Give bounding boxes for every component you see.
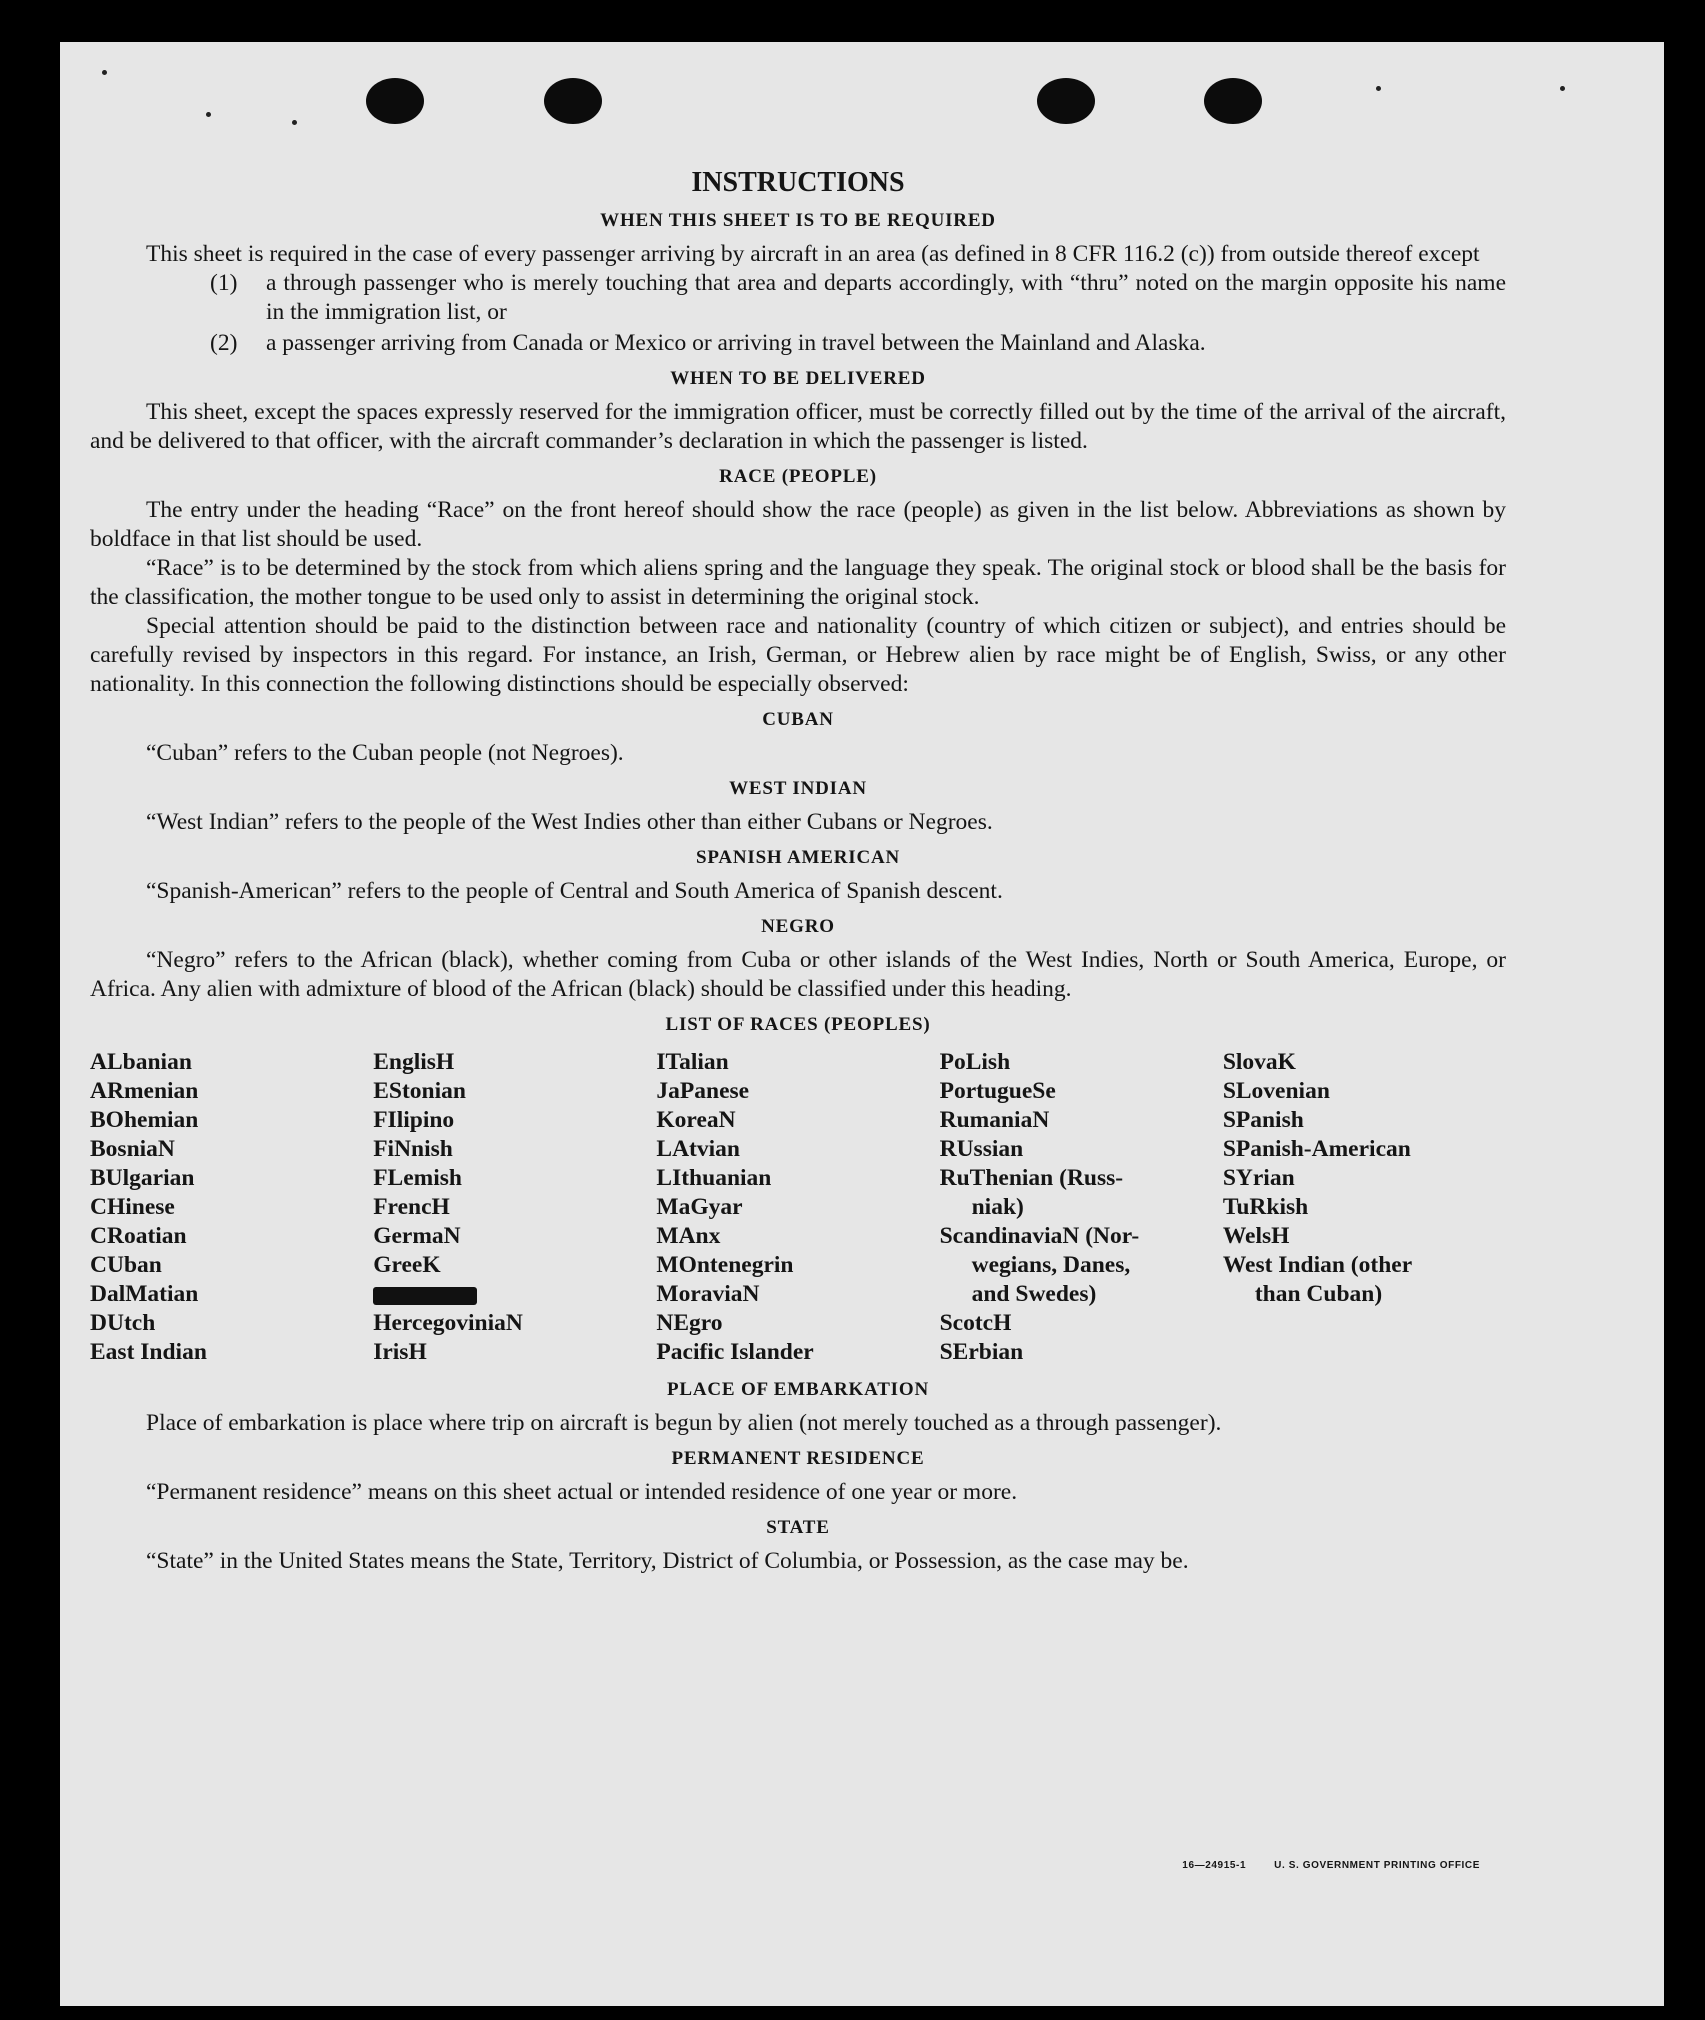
section-heading-race: RACE (PEOPLE) <box>719 466 877 487</box>
race-entry: SPanish-American <box>1222 1136 1411 1162</box>
paragraph-west-indian: “West Indian” refers to the people of the West Indies other than either Cubans or Negroes. <box>146 809 993 835</box>
section-heading-cuban: CUBAN <box>762 709 834 730</box>
race-entry: SLovenian <box>1222 1078 1330 1104</box>
race-entry: ITalian <box>656 1049 729 1075</box>
race-entry: DUtch <box>90 1310 156 1336</box>
item-number: (2) <box>210 330 238 356</box>
item-number: (1) <box>210 270 238 296</box>
race-entry: MAnx <box>656 1223 721 1249</box>
race-entry: ALbanian <box>90 1049 192 1075</box>
race-entry: SPanish <box>1222 1107 1304 1133</box>
race-entry: GermaN <box>373 1223 461 1249</box>
race-entry: SYrian <box>1222 1165 1295 1191</box>
punch-hole <box>1204 78 1262 124</box>
section-heading-list-of-races: LIST OF RACES (PEOPLES) <box>665 1014 931 1035</box>
race-entry: FIlipino <box>373 1107 455 1133</box>
race-entry: FrencH <box>373 1194 450 1220</box>
document-page <box>60 42 1664 2006</box>
race-entry: ARmenian <box>90 1078 199 1104</box>
race-entry: BUlgarian <box>90 1165 195 1191</box>
paper-speck <box>102 70 107 75</box>
race-entry: ScotcH <box>939 1310 1012 1336</box>
race-entry: CUban <box>90 1252 162 1278</box>
section-heading-state: STATE <box>766 1517 830 1538</box>
paragraph-residence: “Permanent residence” means on this sheet actual or intended residence of one year or more. <box>146 1479 1018 1505</box>
redaction-mark <box>373 1287 477 1305</box>
paragraph-when-required: This sheet is required in the case of every passenger arriving by aircraft in an area (as defined in 8 CFR 116.2 (c)) from outside thereof except <box>146 241 1480 267</box>
race-entry: HercegoviniaN <box>373 1310 523 1336</box>
race-entry: NEgro <box>656 1310 723 1336</box>
race-entry: SlovaK <box>1222 1049 1296 1075</box>
section-heading-negro: NEGRO <box>761 916 835 937</box>
paragraph-when-delivered: This sheet, except the spaces expressly reserved for the immigration officer, must be correctly filled out by the time of the arrival of the aircraft, and be delivered to that officer, with the aircraft commander’s declaration in which the passenger is listed. <box>90 399 1506 454</box>
item-text: a through passenger who is merely touching that area and departs accordingly, with “thru” noted on the margin opposite his name in the immigration list, or <box>266 270 1506 325</box>
race-entry: ScandinaviaN (Nor- <box>939 1223 1140 1249</box>
race-entry: PoLish <box>939 1049 1011 1075</box>
race-entry-continuation: wegians, Danes, <box>971 1252 1131 1278</box>
section-heading-residence: PERMANENT RESIDENCE <box>671 1448 925 1469</box>
race-entry: West Indian (other <box>1222 1252 1413 1278</box>
race-entry: WelsH <box>1222 1223 1290 1249</box>
race-entry: SErbian <box>939 1339 1024 1365</box>
paragraph-race-3: Special attention should be paid to the distinction between race and nationality (country of which citizen or subject), and entries should be carefully revised by inspectors in this regard. For instance, an Irish, German, or Hebrew alien by race might be of English, Swiss, or any other nationality. In this connection the following distinctions should be especially observed: <box>90 613 1506 697</box>
race-column <box>656 1048 939 1367</box>
race-entry: MoraviaN <box>656 1281 760 1307</box>
race-column <box>90 1048 373 1367</box>
printer-footnote <box>1154 1860 1480 1871</box>
section-heading-when-required: WHEN THIS SHEET IS TO BE REQUIRED <box>600 210 996 231</box>
punch-hole <box>544 78 602 124</box>
race-entry: EStonian <box>373 1078 466 1104</box>
section-heading-embarkation: PLACE OF EMBARKATION <box>667 1379 929 1400</box>
exception-item <box>90 329 1506 358</box>
punch-hole <box>366 78 424 124</box>
race-column <box>373 1048 656 1367</box>
paper-speck <box>206 112 211 117</box>
race-entry: Pacific Islander <box>656 1339 814 1365</box>
form-number: 16—24915-1 <box>1182 1860 1247 1871</box>
section-heading-west-indian: WEST INDIAN <box>729 778 867 799</box>
race-entry: CRoatian <box>90 1223 187 1249</box>
race-entry: IrisH <box>373 1339 427 1365</box>
race-entry: BOhemian <box>90 1107 199 1133</box>
printer-name: U. S. GOVERNMENT PRINTING OFFICE <box>1274 1860 1480 1871</box>
race-entry: MOntenegrin <box>656 1252 794 1278</box>
race-entry: BosniaN <box>90 1136 175 1162</box>
race-entry: LIthuanian <box>656 1165 772 1191</box>
section-heading-spanish-american: SPANISH AMERICAN <box>695 847 901 868</box>
race-entry: EnglisH <box>373 1049 455 1075</box>
race-entry: MaGyar <box>656 1194 743 1220</box>
paragraph-spanish-american: “Spanish-American” refers to the people of Central and South America of Spanish descent. <box>146 878 1003 904</box>
item-text: a passenger arriving from Canada or Mexico or arriving in travel between the Mainland and Alaska. <box>266 330 1206 356</box>
exception-item <box>90 269 1506 327</box>
paper-speck <box>1560 86 1565 91</box>
paragraph-state: “State” in the United States means the State, Territory, District of Columbia, or Possession, as the case may be. <box>146 1548 1189 1574</box>
page-title: INSTRUCTIONS <box>691 167 905 198</box>
race-entry: KoreaN <box>656 1107 736 1133</box>
race-entry: GreeK <box>373 1252 441 1278</box>
race-list <box>90 1048 1506 1367</box>
race-entry: RUssian <box>939 1136 1024 1162</box>
race-entry-continuation: and Swedes) <box>971 1281 1097 1307</box>
race-entry: CHinese <box>90 1194 175 1220</box>
section-heading-when-delivered: WHEN TO BE DELIVERED <box>670 368 926 389</box>
race-entry: DalMatian <box>90 1281 199 1307</box>
race-entry: PortugueSe <box>939 1078 1056 1104</box>
race-entry: RuThenian (Russ- <box>939 1165 1124 1191</box>
paragraph-negro: “Negro” refers to the African (black), whether coming from Cuba or other islands of the West Indies, North or South America, Europe, or Africa. Any alien with admixture of blood of the African (black) should be classified under this heading. <box>90 947 1506 1002</box>
race-entry-continuation: niak) <box>971 1194 1024 1220</box>
instructions-body <box>90 166 1506 1576</box>
race-entry: FLemish <box>373 1165 462 1191</box>
race-entry: FiNnish <box>373 1136 453 1162</box>
paragraph-race-1: The entry under the heading “Race” on the front hereof should show the race (people) as given in the list below. Abbreviations as shown by boldface in that list should be used. <box>90 497 1506 552</box>
paragraph-race-2: “Race” is to be determined by the stock from which aliens spring and the language they speak. The original stock or blood shall be the basis for the classification, the mother tongue to be used only to assist in determining the original stock. <box>90 555 1506 610</box>
race-entry: East Indian <box>90 1339 207 1365</box>
race-entry-continuation: than Cuban) <box>1254 1281 1383 1307</box>
race-column <box>1223 1048 1506 1367</box>
race-entry: TuRkish <box>1222 1194 1309 1220</box>
paper-speck <box>1376 86 1381 91</box>
redacted-entry <box>373 1280 656 1309</box>
punch-hole <box>1037 78 1095 124</box>
race-entry: RumaniaN <box>939 1107 1050 1133</box>
race-column <box>940 1048 1223 1367</box>
paper-speck <box>292 120 297 125</box>
paragraph-embarkation: Place of embarkation is place where trip on aircraft is begun by alien (not merely touched as a through passenger). <box>146 1410 1222 1436</box>
race-entry: JaPanese <box>656 1078 750 1104</box>
paragraph-cuban: “Cuban” refers to the Cuban people (not Negroes). <box>146 740 624 766</box>
race-entry: LAtvian <box>656 1136 740 1162</box>
